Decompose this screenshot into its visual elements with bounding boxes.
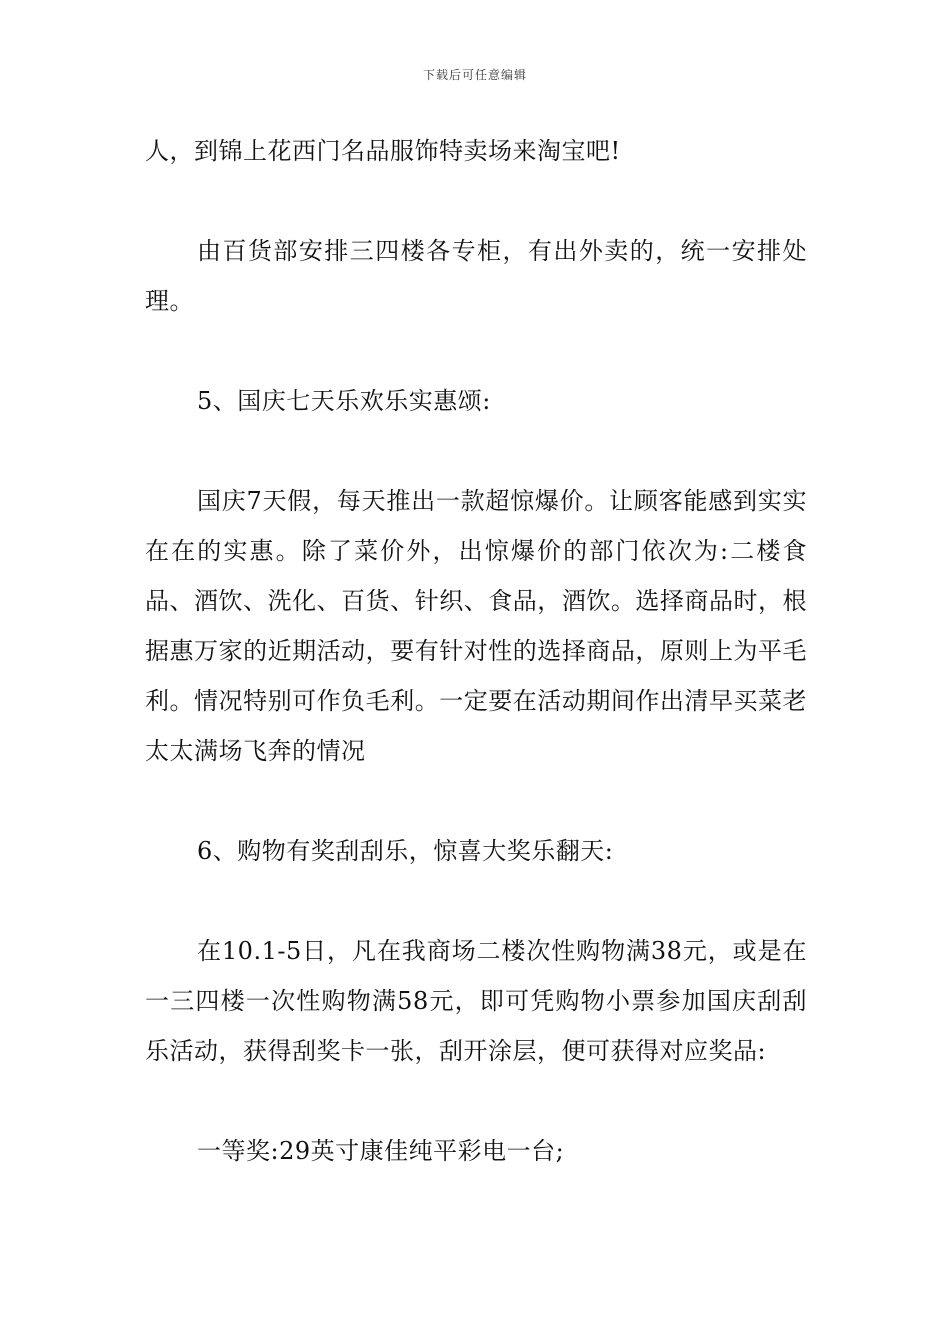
paragraph-department-arrangement: 由百货部安排三四楼各专柜，有出外卖的，统一安排处理。 — [145, 237, 807, 315]
paragraph-daily-deals: 国庆7天假，每天推出一款超惊爆价。让顾客能感到实实在在的实惠。除了菜价外，出惊爆价的部门依次为:二楼食品、酒饮、洗化、百货、针织、食品，酒饮。选择商品时，根据惠万家的近期活动，要有针对性的选择商品，原则上为平毛利。情况特别可作负毛利。一定要在活动期间作出清早买菜老太太满场飞奔的情况 — [145, 487, 807, 765]
header-note: 下载后可任意编辑 — [422, 68, 527, 82]
paragraph-continuation: 人，到锦上花西门名品服饰特卖场来淘宝吧! — [145, 137, 621, 165]
section-heading-6: 6、购物有奖刮刮乐，惊喜大奖乐翻天: — [197, 837, 614, 865]
document-body — [145, 126, 807, 1176]
paragraph-scratch-card-rules: 在10.1-5日，凡在我商场二楼次性购物满38元，或是在一三四楼一次性购物满58元，即可凭购物小票参加国庆刮刮乐活动，获得刮奖卡一张，刮开涂层，便可获得对应奖品: — [145, 937, 807, 1065]
section-heading-5: 5、国庆七天乐欢乐实惠颂: — [197, 387, 491, 415]
prize-first: 一等奖:29英寸康佳纯平彩电一台; — [197, 1137, 565, 1165]
